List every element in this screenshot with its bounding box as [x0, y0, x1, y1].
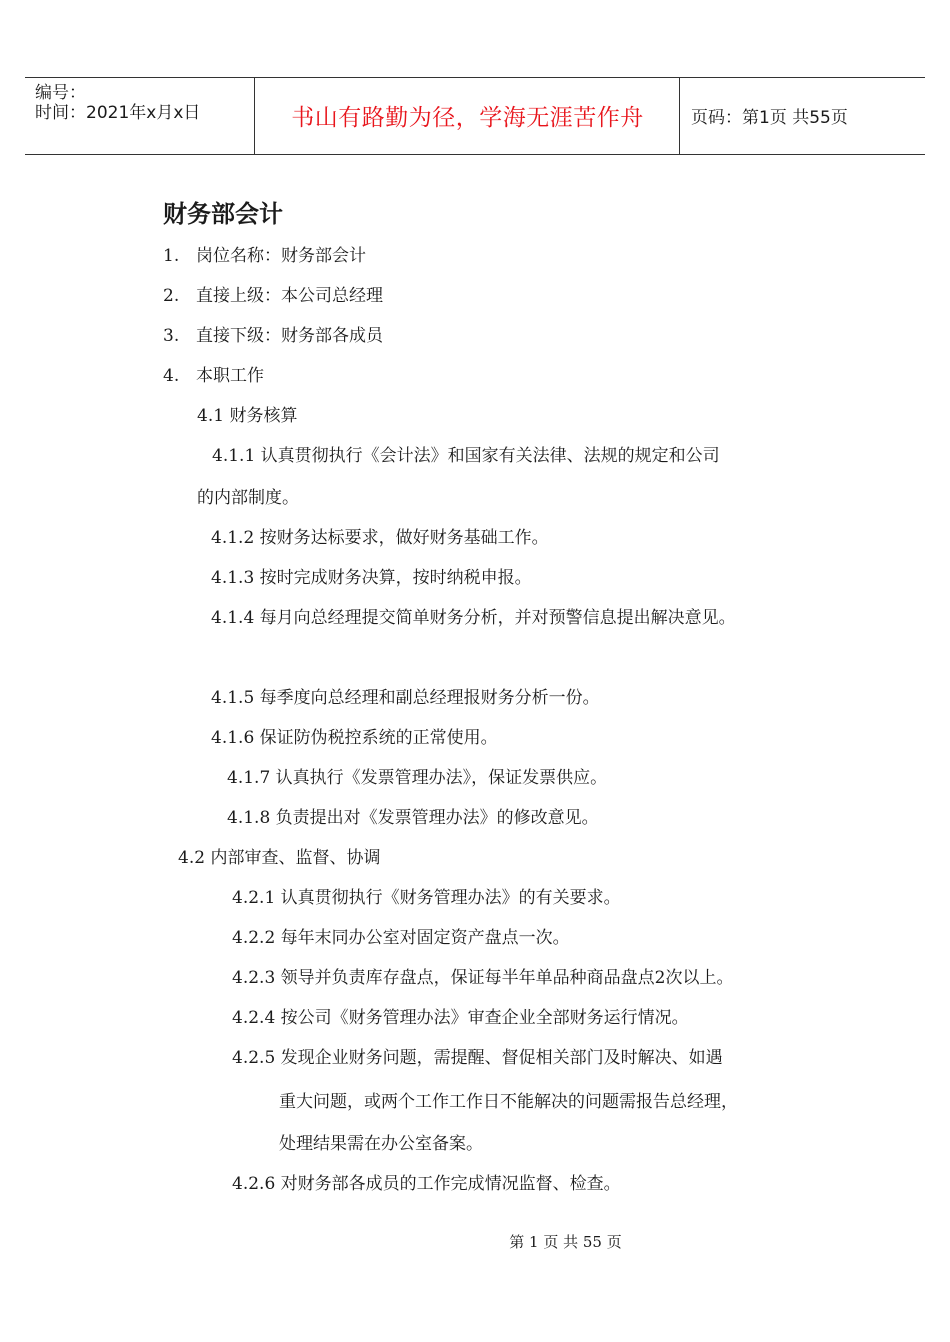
document-title: 财务部会计 [163, 199, 283, 228]
list-item [163, 365, 264, 387]
paragraph-line: 4.1.4 每月向总经理提交简单财务分析，并对预警信息提出解决意见。 [211, 608, 736, 628]
list-item-text: 直接上级：本公司总经理 [196, 286, 383, 306]
list-item-number: 4. [163, 366, 180, 386]
list-item-text: 本职工作 [196, 366, 264, 386]
header-top-rule [25, 77, 925, 78]
paragraph-line: 4.2.5 发现企业财务问题，需提醒、督促相关部门及时解决、如遇 [232, 1048, 723, 1068]
paragraph-line: 4.2.1 认真贯彻执行《财务管理办法》的有关要求。 [232, 888, 621, 908]
paragraph-line: 4.2.3 领导并负责库存盘点，保证每半年单品种商品盘点2次以上。 [232, 968, 734, 988]
page-footer: 第 1 页 共 55 页 [509, 1233, 622, 1251]
paragraph-line: 4.1.3 按时完成财务决算，按时纳税申报。 [211, 568, 532, 588]
list-item-text: 直接下级：财务部各成员 [196, 326, 383, 346]
list-item-text: 岗位名称：财务部会计 [196, 246, 366, 266]
paragraph-line: 的内部制度。 [197, 488, 299, 508]
document-time: 时间：2021年x月x日 [35, 103, 201, 123]
paragraph-line: 4.2.4 按公司《财务管理办法》审查企业全部财务运行情况。 [232, 1008, 689, 1028]
list-item-number: 1. [163, 246, 180, 266]
paragraph-line: 4.1.2 按财务达标要求，做好财务基础工作。 [211, 528, 549, 548]
paragraph-line: 4.2.2 每年末同办公室对固定资产盘点一次。 [232, 928, 570, 948]
list-item [163, 285, 383, 307]
list-item [163, 325, 383, 347]
list-item-number: 3. [163, 326, 180, 346]
paragraph-line: 4.1.7 认真执行《发票管理办法》，保证发票供应。 [227, 768, 608, 788]
paragraph-line: 4.1.8 负责提出对《发票管理办法》的修改意见。 [227, 808, 599, 828]
section-heading-4-2: 4.2 内部审查、监督、协调 [178, 848, 381, 868]
paragraph-line: 4.2.6 对财务部各成员的工作完成情况监督、检查。 [232, 1174, 621, 1194]
list-item-number: 2. [163, 286, 180, 306]
list-item [163, 245, 366, 267]
document-code-label: 编号： [35, 83, 86, 103]
header-bottom-rule [25, 154, 925, 155]
paragraph-line: 4.1.6 保证防伪税控系统的正常使用。 [211, 728, 498, 748]
header-motto: 书山有路勤为径，学海无涯苦作舟 [291, 105, 644, 131]
paragraph-line: 4.1.5 每季度向总经理和副总经理报财务分析一份。 [211, 688, 600, 708]
paragraph-line: 重大问题，或两个工作工作日不能解决的问题需报告总经理， [279, 1092, 738, 1112]
section-heading-4-1: 4.1 财务核算 [197, 406, 298, 426]
paragraph-line: 处理结果需在办公室备案。 [279, 1134, 483, 1154]
paragraph-line: 4.1.1 认真贯彻执行《会计法》和国家有关法律、法规的规定和公司 [212, 446, 720, 466]
header-page-info: 页码：第1页 共55页 [691, 108, 848, 128]
